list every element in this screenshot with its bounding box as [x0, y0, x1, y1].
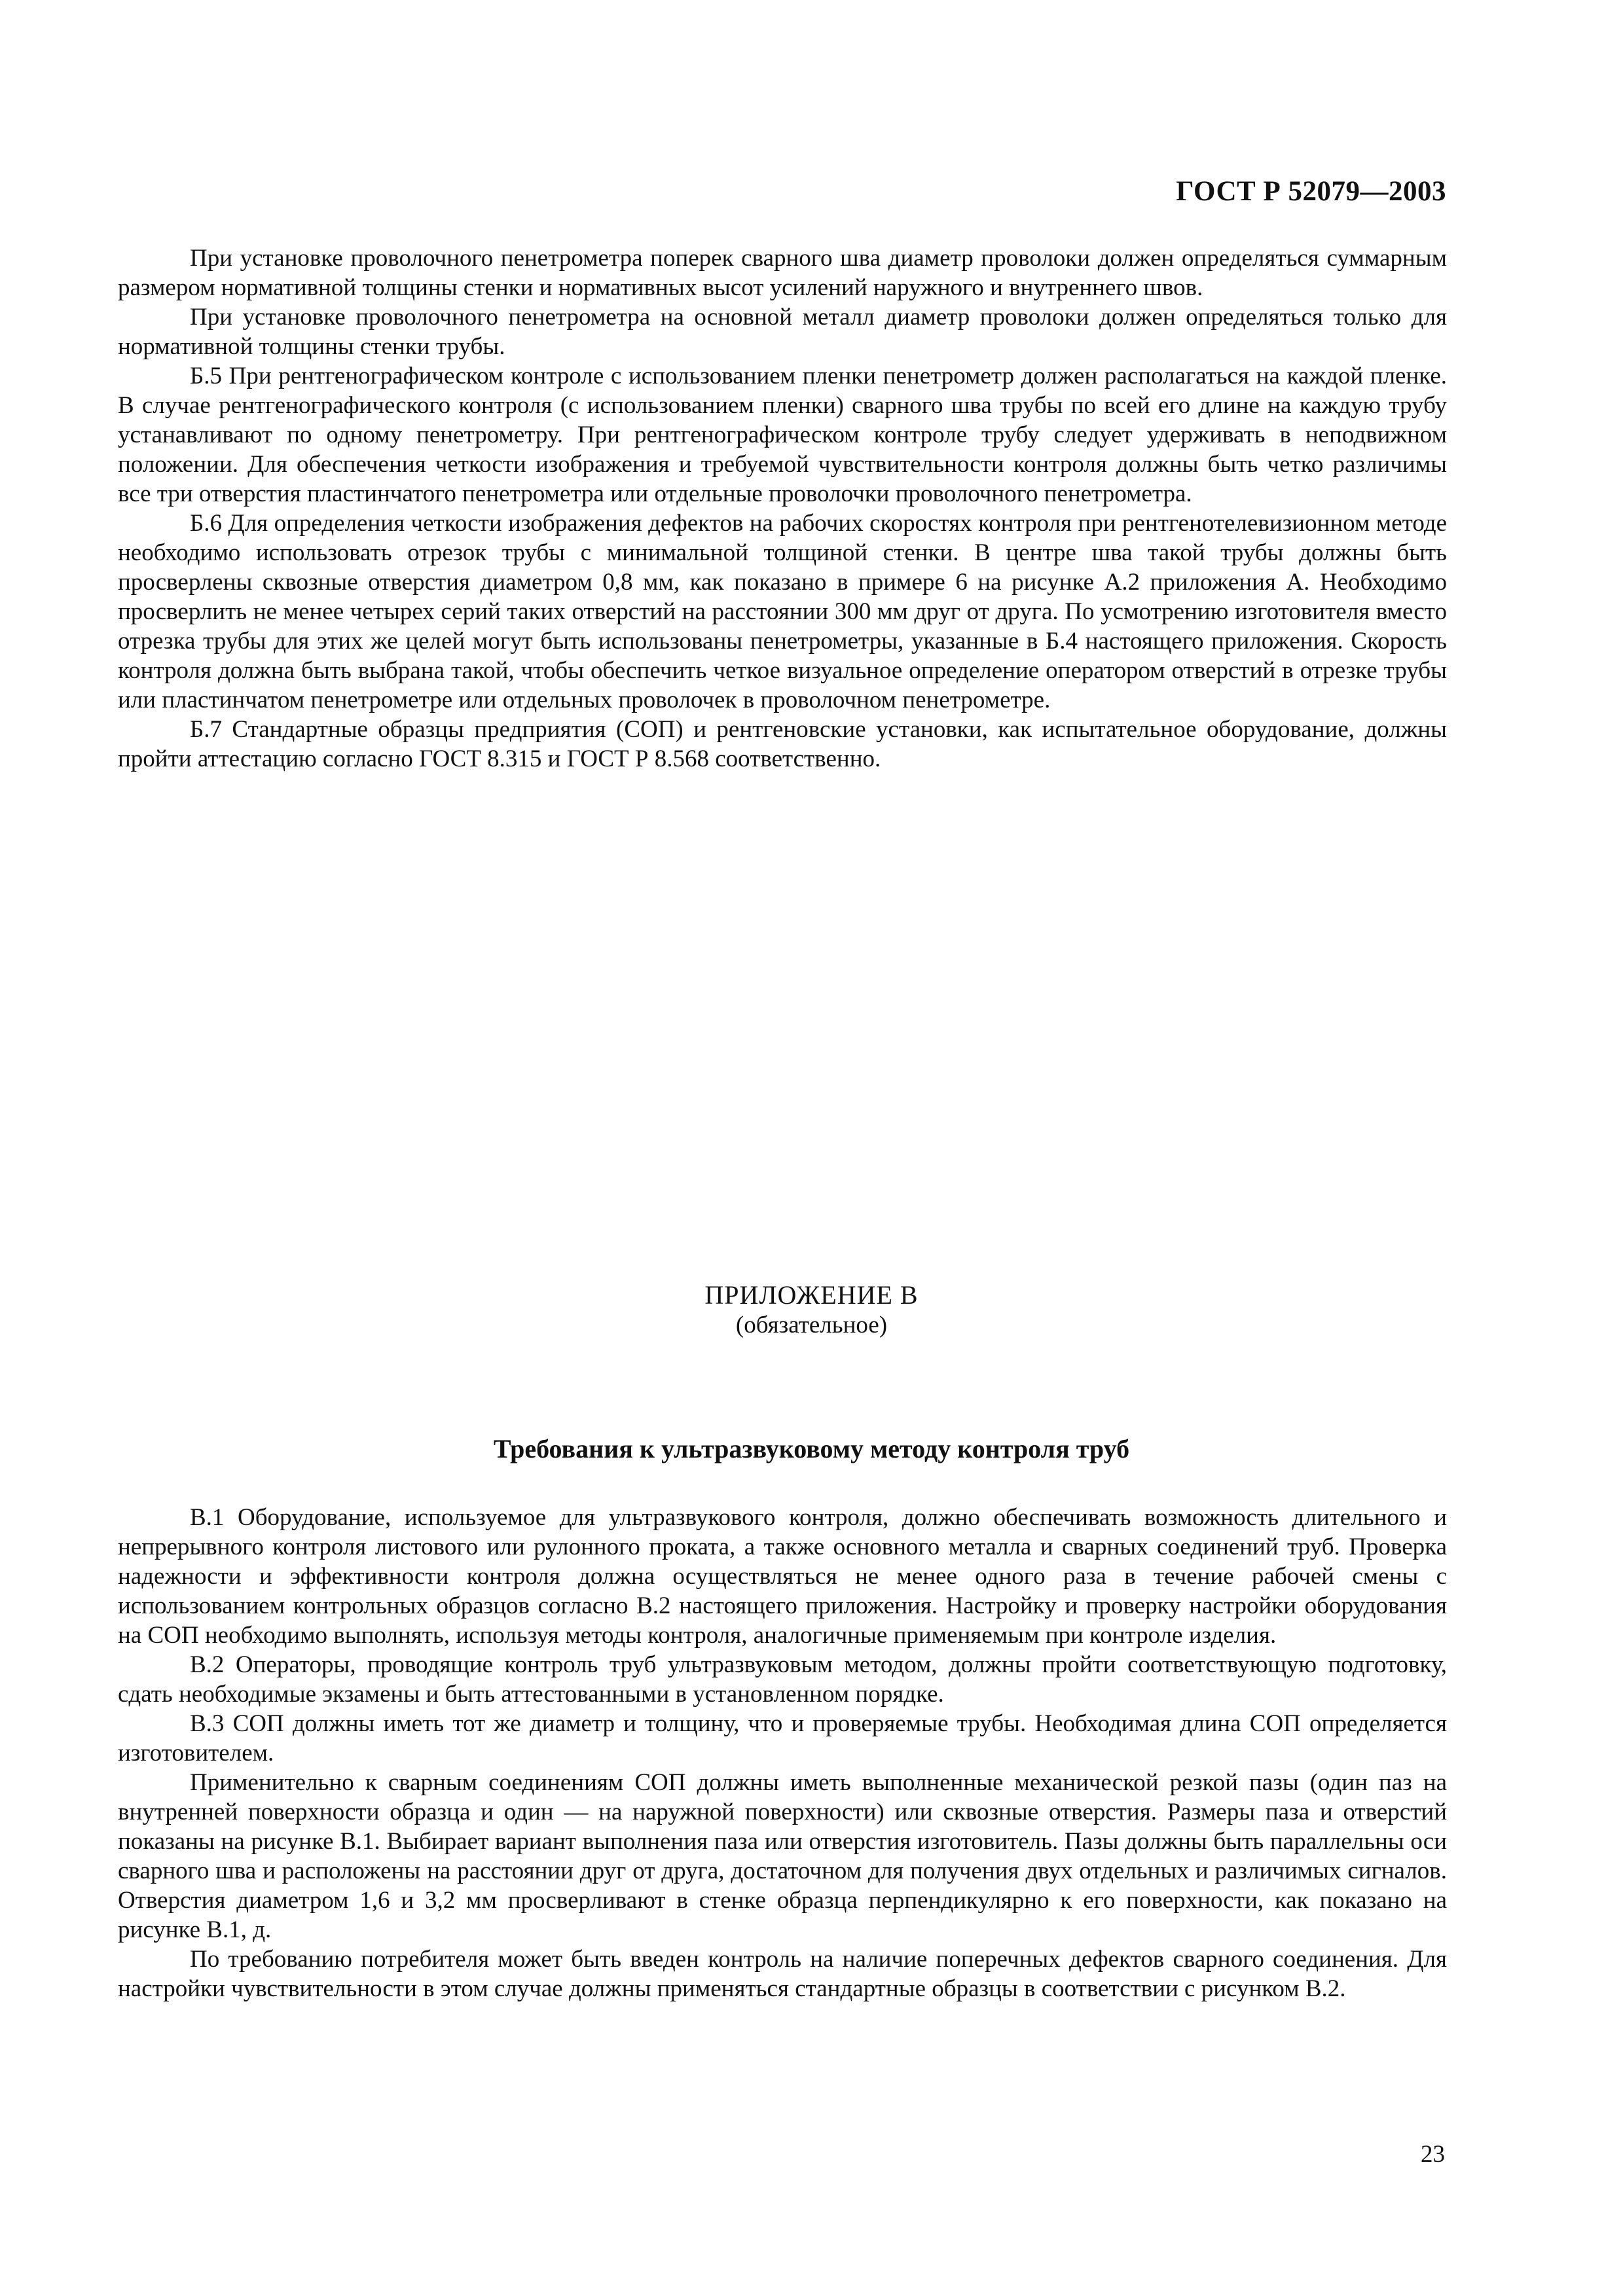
document-number: ГОСТ Р 52079—2003 [1176, 176, 1446, 207]
paragraph-v1: В.1 Оборудование, используемое для ультразвукового контроля, должно обеспечивать возможность длительного и непрерывного контроля листового или рулонного проката, а также основного металла и сварных соединений труб. Проверка надежности и эффективности контроля должна осуществляться не менее одного раза в течение рабочей смены с использованием контрольных образцов согласно В.2 настоящего приложения. Настройку и проверку настройки оборудования на СОП необходимо выполнять, используя методы контроля, аналогичные применяемым при контроле изделия. [118, 1504, 1447, 1649]
paragraph: При установке проволочного пенетрометра поперек сварного шва диаметр проволоки должен определяться суммарным размером нормативной толщины стенки и нормативных высот усилений наружного и внутреннего швов. [118, 245, 1447, 301]
paragraph-v3: В.3 СОП должны иметь тот же диаметр и толщину, что и проверяемые трубы. Необходимая длина СОП определяется изготовителем. [118, 1710, 1447, 1767]
paragraph-v2: В.2 Операторы, проводящие контроль труб ультразвуковым методом, должны пройти соответствующую подготовку, сдать необходимые экзамены и быть аттестованными в установленном порядке. [118, 1651, 1447, 1708]
paragraph: Применительно к сварным соединениям СОП должны иметь выполненные механической резкой пазы (один паз на внутренней поверхности образца и один — на наружной поверхности) или сквозные отверстия. Размеры паза и отверстий показаны на рисунке В.1. Выбирает вариант выполнения паза или отверстия изготовитель. Пазы должны быть параллельны оси сварного шва и расположены на расстоянии друг от друга, достаточном для получения двух отдельных и различимых сигналов. Отверстия диаметром 1,6 и 3,2 мм просверливают в стенке образца перпендикулярно к его поверхности, как показано на рисунке В.1, д. [118, 1769, 1447, 1943]
annex-status: (обязательное) [735, 1312, 888, 1338]
page-number: 23 [1421, 2141, 1445, 2168]
paragraph: По требованию потребителя может быть введен контроль на наличие поперечных дефектов сварного соединения. Для настройки чувствительности в этом случае должны применяться стандартные образцы в соответствии с рисунком В.2. [118, 1946, 1447, 2002]
annex-c-text [118, 1503, 1447, 2003]
annex-title: ПРИЛОЖЕНИЕ В [704, 1280, 919, 1310]
annex-b-continued-text [118, 243, 1447, 774]
paragraph-b7: Б.7 Стандартные образцы предприятия (СОП) и рентгеновские установки, как испытательное оборудование, должны пройти аттестацию согласно ГОСТ 8.315 и ГОСТ Р 8.568 соответственно. [118, 716, 1447, 772]
section-heading: Требования к ультразвуковому методу контроля труб [493, 1434, 1130, 1463]
paragraph-b6: Б.6 Для определения четкости изображения дефектов на рабочих скоростях контроля при рентгенотелевизионном методе необходимо использовать отрезок трубы с минимальной толщиной стенки. В центре шва такой трубы должны быть просверлены сквозные отверстия диаметром 0,8 мм, как показано в примере 6 на рисунке А.2 приложения А. Необходимо просверлить не менее четырех серий таких отверстий на расстоянии 300 мм друг от друга. По усмотрению изготовителя вместо отрезка трубы для этих же целей могут быть использованы пенетрометры, указанные в Б.4 настоящего приложения. Скорость контроля должна быть выбрана такой, чтобы обеспечить четкое визуальное определение оператором отверстий в отрезке трубы или пластинчатом пенетрометре или отдельных проволочек в проволочном пенетрометре. [118, 510, 1447, 713]
paragraph-b5: Б.5 При рентгенографическом контроле с использованием пленки пенетрометр должен располагаться на каждой пленке. В случае рентгенографического контроля (с использованием пленки) сварного шва трубы по всей его длине на каждую трубу устанавливают по одному пенетрометру. При рентгенографическом контроле трубу следует удерживать в неподвижном положении. Для обеспечения четкости изображения и требуемой чувствительности контроля должны быть четко различимы все три отверстия пластинчатого пенетрометра или отдельные проволочки проволочного пенетрометра. [118, 363, 1447, 507]
paragraph: При установке проволочного пенетрометра на основной металл диаметр проволоки должен определяться только для нормативной толщины стенки трубы. [118, 304, 1447, 360]
